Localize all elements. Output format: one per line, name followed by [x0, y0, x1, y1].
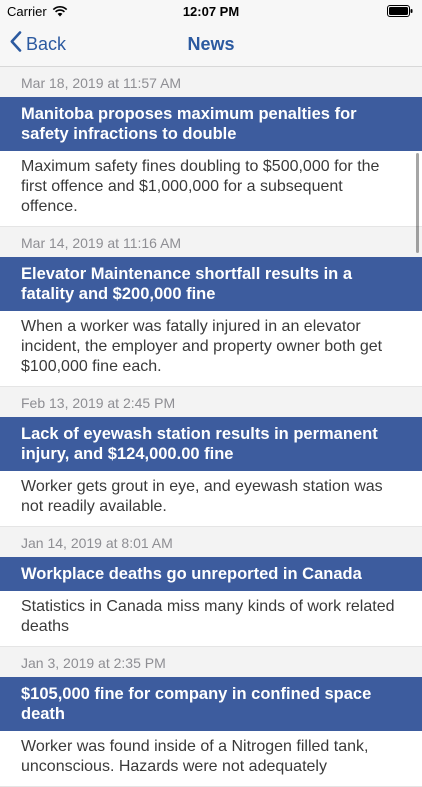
news-date: Jan 3, 2019 at 2:35 PM: [0, 647, 422, 677]
navigation-bar: [0, 22, 422, 67]
news-date: Mar 18, 2019 at 11:57 AM: [0, 67, 422, 97]
news-date: Mar 14, 2019 at 11:16 AM: [0, 227, 422, 257]
news-feed[interactable]: [0, 67, 422, 775]
news-summary[interactable]: Maximum safety fines doubling to $500,000 for the first offence and $1,000,000 for a subsequent offence.: [0, 151, 422, 227]
news-headline[interactable]: Manitoba proposes maximum penalties for safety infractions to double: [0, 97, 422, 151]
news-date: Feb 13, 2019 at 2:45 PM: [0, 387, 422, 417]
news-item[interactable]: [0, 387, 422, 527]
news-date: Jan 14, 2019 at 8:01 AM: [0, 527, 422, 557]
status-time: 12:07 PM: [182, 4, 240, 19]
news-headline[interactable]: Elevator Maintenance shortfall results in a fatality and $200,000 fine: [0, 257, 422, 311]
news-item[interactable]: [0, 67, 422, 227]
news-item[interactable]: [0, 647, 422, 787]
news-headline[interactable]: Lack of eyewash station results in permanent injury, and $124,000.00 fine: [0, 417, 422, 471]
back-label: Back: [26, 33, 67, 54]
news-headline[interactable]: $105,000 fine for company in confined space death: [0, 677, 422, 731]
status-bar: [0, 0, 422, 22]
news-summary[interactable]: Statistics in Canada miss many kinds of work related deaths: [0, 591, 422, 647]
news-summary[interactable]: Worker was found inside of a Nitrogen filled tank, unconscious. Hazards were not adequately: [0, 731, 422, 787]
news-item[interactable]: [0, 527, 422, 647]
news-item[interactable]: [0, 227, 422, 387]
news-headline[interactable]: Workplace deaths go unreported in Canada: [0, 557, 422, 591]
news-summary[interactable]: When a worker was fatally injured in an elevator incident, the employer and property owner both get $100,000 fine each.: [0, 311, 422, 387]
battery-icon: [387, 5, 414, 20]
scroll-indicator[interactable]: [416, 153, 419, 253]
page-title: News: [187, 34, 235, 54]
carrier-label: Carrier: [7, 4, 47, 19]
news-summary[interactable]: Worker gets grout in eye, and eyewash station was not readily available.: [0, 471, 422, 527]
